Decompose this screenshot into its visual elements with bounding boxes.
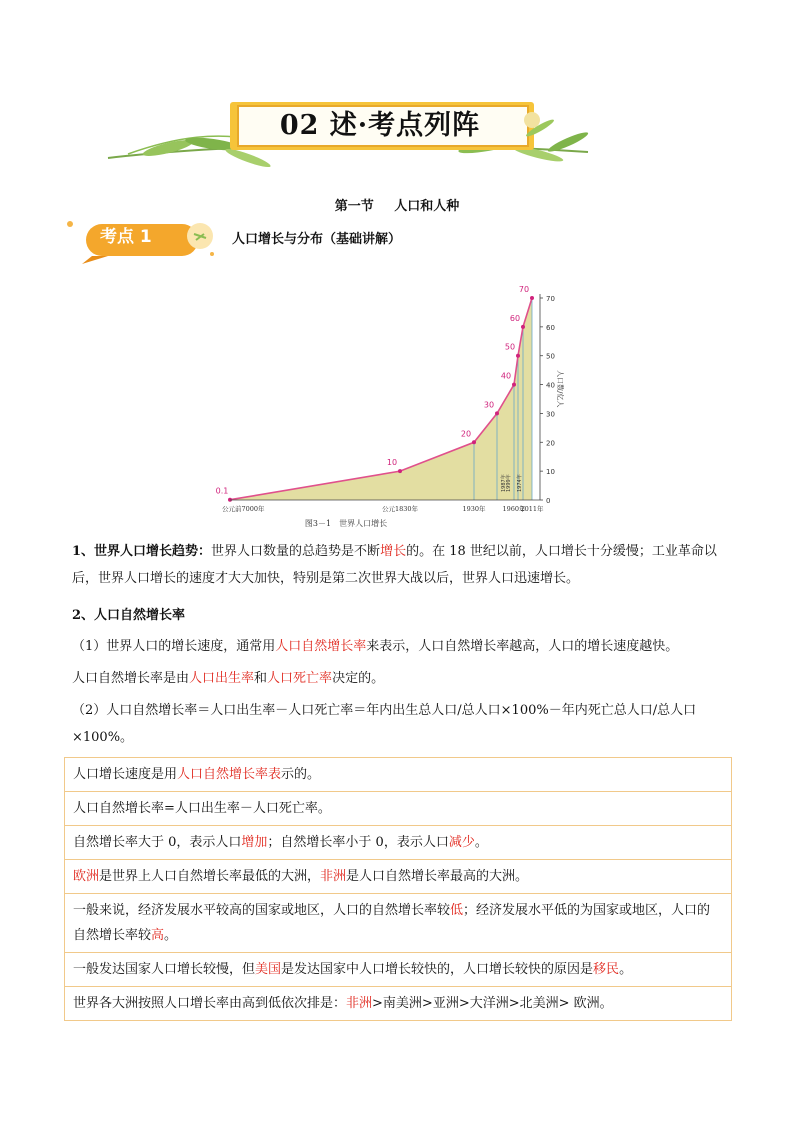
summary-row xyxy=(65,860,731,894)
row7-text-1: 世界各大洲按照人口增长率由高到低依次排是： xyxy=(73,996,347,1011)
row1-text-1: 人口增长速度是用 xyxy=(73,767,178,782)
row4-text-1: 是世界上人口自然增长率最低的大洲， xyxy=(99,869,321,884)
formula-text: （2）人口自然增长率＝人口出生率－人口死亡率＝年内出生总人口/总人口×100%－年内死亡总人口/总人口×100%。 xyxy=(72,703,697,745)
summary-row xyxy=(65,987,731,1021)
trend-text-2: 的。在 18 世纪以前，人口增长十分缓慢；工业革命以后，世界人口增长的速度才大大加快，特别是第二次世界大战以后，世界人口迅速增长。 xyxy=(72,544,717,586)
paragraph-rate-1 xyxy=(72,633,732,660)
chart-y-tick-label: 60 xyxy=(546,323,555,332)
chart-data-label: 50 xyxy=(504,342,516,352)
chart-point xyxy=(512,383,516,387)
row7-red-1: 非洲 xyxy=(346,996,373,1011)
banner-title: 02 述·考点列阵 xyxy=(279,110,481,141)
chart-x-tick-label: 1930年 xyxy=(462,505,486,513)
rate1-text-2: 来表示，人口自然增长率越高，人口的增长速度越快。 xyxy=(366,639,679,654)
chart-data-label: 10 xyxy=(386,458,398,468)
rate-heading: 2、人口自然增长率 xyxy=(72,608,186,623)
summary-box xyxy=(64,757,732,1021)
rate2-text-1: 人口自然增长率是由 xyxy=(72,671,190,686)
row6-text-2: 是发达国家中人口增长较快的，人口增长较快的原因是 xyxy=(281,962,594,977)
trend-red-1: 增长 xyxy=(380,544,407,559)
chart-data-label: 40 xyxy=(500,371,512,381)
kaodian-badge-label: 考点 1 xyxy=(100,227,152,247)
paragraph-trend xyxy=(72,538,732,592)
row5-text-2: ；经济发展水平低的为国家或地区，人口的自然增长率较 xyxy=(73,903,711,943)
chart-y-axis-label: 人口数/亿人 xyxy=(556,370,564,408)
chart-point xyxy=(530,296,534,300)
chart-point xyxy=(516,354,520,358)
population-chart xyxy=(215,285,564,532)
chart-y-tick-label: 30 xyxy=(546,410,555,419)
chart-data-label: 20 xyxy=(460,429,472,439)
chart-event-label: 1987年 xyxy=(501,474,507,492)
row5-red-1: 低 xyxy=(450,903,464,918)
rate1-red-1: 人口自然增长率 xyxy=(275,639,367,654)
chart-data-label: 70 xyxy=(518,285,530,294)
summary-row xyxy=(65,792,731,826)
chart-y-tick-label: 20 xyxy=(546,439,555,448)
trend-text-1: 世界人口数量的总趋势是不断 xyxy=(211,544,381,559)
chart-point xyxy=(495,411,499,415)
chart-y-tick-label: 70 xyxy=(546,295,555,303)
chart-y-tick-label: 40 xyxy=(546,381,555,390)
row6-red-1: 美国 xyxy=(255,962,282,977)
chart-data-label: 0.1 xyxy=(215,486,229,496)
rate2-red-2: 人口死亡率 xyxy=(267,671,333,686)
population-chart-svg xyxy=(215,285,564,532)
row5-red-2: 高 xyxy=(151,928,165,943)
rate2-text-3: 决定的。 xyxy=(332,671,385,686)
row6-text-1: 一般发达国家人口增长较慢，但 xyxy=(73,962,256,977)
chart-event-label: 1974年 xyxy=(517,474,523,492)
row1-red: 人口自然增长率表 xyxy=(177,767,282,782)
summary-row xyxy=(65,826,731,860)
section-name: 人口和人种 xyxy=(394,199,460,214)
chart-x-tick-label: 1960年 xyxy=(502,505,526,513)
chart-point xyxy=(398,469,402,473)
rate2-red-1: 人口出生率 xyxy=(189,671,255,686)
chart-x-tick-label: 公元前7000年 xyxy=(222,505,265,513)
rate1-text-1: （1）世界人口的增长速度，通常用 xyxy=(72,639,276,654)
row3-text-3: 。 xyxy=(474,835,488,850)
row4-text-2: 是人口自然增长率最高的大洲。 xyxy=(346,869,529,884)
summary-row xyxy=(65,953,731,987)
row3-text-2: ；自然增长率小于 0，表示人口 xyxy=(267,835,449,850)
row6-text-3: 。 xyxy=(619,962,633,977)
summary-row xyxy=(65,894,731,953)
chart-data-label: 30 xyxy=(483,400,495,410)
chart-title: 图3－1 世界人口增长 xyxy=(304,519,388,528)
chart-x-tick-label: 2011年 xyxy=(520,505,544,513)
paragraph-formula xyxy=(72,697,732,751)
chart-y-tick-label: 50 xyxy=(546,352,555,361)
row4-red-1: 欧洲 xyxy=(73,869,100,884)
summary-row xyxy=(65,758,731,792)
row3-text-1: 自然增长率大于 0，表示人口 xyxy=(73,835,242,850)
kaodian-title: 人口增长与分布（基础讲解） xyxy=(232,232,402,247)
row3-red-2: 减少 xyxy=(448,835,475,850)
row2-text: 人口自然增长率=人口出生率－人口死亡率。 xyxy=(73,801,331,816)
row6-red-2: 移民 xyxy=(593,962,620,977)
row7-text-2: >南美洲>亚洲>大洋洲>北美洲> 欧洲。 xyxy=(372,996,613,1011)
row5-text-3: 。 xyxy=(164,928,178,943)
section-number: 第一节 xyxy=(334,199,374,214)
row1-text-2: 示的。 xyxy=(281,767,321,782)
trend-heading: 1、世界人口增长趋势： xyxy=(72,544,212,559)
chart-y-tick-label: 0 xyxy=(546,497,551,505)
paragraph-heading-rate xyxy=(72,602,732,629)
row3-red-1: 增加 xyxy=(241,835,268,850)
chart-area-fill xyxy=(230,298,532,500)
chart-event-label: 1999年 xyxy=(506,474,512,492)
row4-red-2: 非洲 xyxy=(320,869,347,884)
chart-x-tick-label: 公元1830年 xyxy=(381,505,419,513)
chart-data-label: 60 xyxy=(509,313,521,323)
chart-y-tick-label: 10 xyxy=(546,468,555,477)
row5-text-1: 一般来说，经济发展水平较高的国家或地区，人口的自然增长率较 xyxy=(73,903,451,918)
chart-point xyxy=(521,325,525,329)
rate2-text-2: 和 xyxy=(254,671,268,686)
paragraph-rate-2 xyxy=(72,665,732,692)
chart-point xyxy=(472,440,476,444)
